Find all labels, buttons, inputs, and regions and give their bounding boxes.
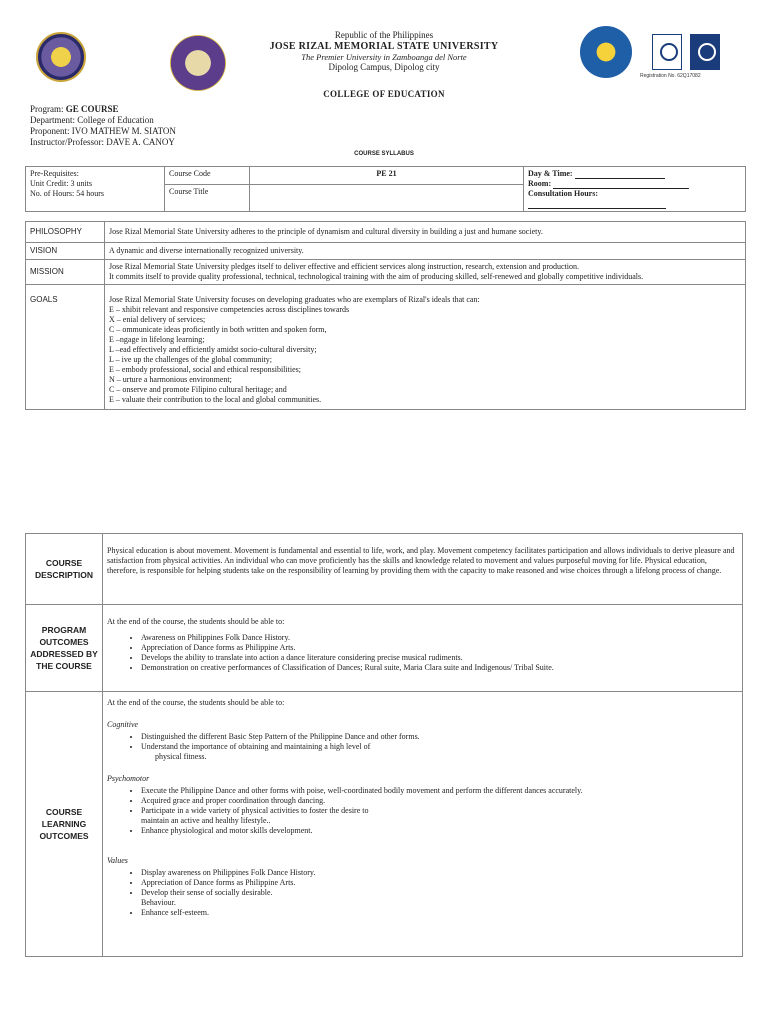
document-header — [0, 30, 768, 99]
values-continuation: Behaviour. — [141, 898, 176, 907]
registration-number: Registration No. 62Q17082 — [640, 73, 701, 79]
university-name: JOSE RIZAL MEMORIAL STATE UNIVERSITY — [269, 41, 499, 52]
program-label: Program: — [30, 104, 64, 114]
list-item: • Display awareness on Philippines Folk Dance History. — [141, 868, 738, 878]
course-code-label: Course Code — [165, 167, 250, 185]
unit-credit: Unit Credit: 3 units — [30, 179, 92, 188]
room-label: Room: — [528, 179, 552, 188]
goal-item: E – valuate their contribution to the local and global communities. — [109, 395, 322, 404]
goal-item: E –ngage in lifelong learning; — [109, 335, 205, 344]
goal-item: N – urture a harmonious environment; — [109, 375, 232, 384]
institution-table — [25, 221, 746, 410]
list-item: • Participate in a wide variety of physical activities to foster the desire to — [141, 806, 738, 816]
list-item: • Acquired grace and proper coordination through dancing. — [141, 796, 738, 806]
mission-label: MISSION — [26, 260, 105, 285]
list-item: • Appreciation of Dance forms as Philippine Arts. — [141, 643, 738, 653]
proponent-line: Proponent: IVO MATHEW M. SIATON — [30, 126, 176, 136]
course-title-value — [250, 185, 524, 212]
course-description-text: Physical education is about movement. Movement is fundamental and essential to life, work, and play. Movement competency facilitates participation and allows individuals to derive pleasure and satisfaction from physical activities. An individual who can move proficiently has the skills and knowledge related to movement and values purposeful moving for life. Physical education, therefore, is responsible for helping students take on the responsibility of learning by providing them with the capacity to make reasoned and wise choices through a lifelong process of change. — [103, 534, 743, 605]
goal-item: L –ead effectively and efficiently amidst socio-cultural diversity; — [109, 345, 317, 354]
department-line: Department: College of Education — [30, 115, 154, 125]
course-load-cell — [26, 167, 165, 212]
list-item: • Appreciation of Dance forms as Philippine Arts. — [141, 878, 738, 888]
course-title-label: Course Title — [165, 185, 250, 212]
values-list — [107, 868, 738, 898]
cognitive-heading: Cognitive — [107, 720, 139, 729]
university-tagline: The Premier University in Zamboanga del Norte — [301, 52, 467, 62]
room-blank — [553, 180, 689, 189]
prereq-label: Pre-Requisites: — [30, 169, 79, 178]
program-outcomes-label: PROGRAM OUTCOMES ADDRESSED BY THE COURSE — [26, 605, 103, 692]
list-item: • Execute the Philippine Dance and other forms with poise, well-coordinated bodily movement and perform the different dances accurately. — [141, 786, 738, 796]
program-outcomes-cell — [103, 605, 743, 692]
republic-line: Republic of the Philippines — [334, 30, 434, 40]
mission-text — [105, 260, 746, 285]
course-outcomes-table — [25, 533, 743, 957]
goal-item: X – enial delivery of services; — [109, 315, 206, 324]
program-outcomes-intro: At the end of the course, the students should be able to: — [107, 617, 285, 626]
goal-item: E – xhibit relevant and responsive competencies across disciplines towards — [109, 305, 350, 314]
psychomotor-heading: Psychomotor — [107, 774, 150, 783]
psychomotor-list-2 — [107, 826, 738, 836]
consultation-label: Consultation Hours: — [528, 189, 599, 198]
list-item: • Understand the importance of obtaining and maintaining a high level of — [141, 742, 738, 752]
consultation-blank — [528, 200, 666, 209]
cognitive-continuation: physical fitness. — [155, 752, 207, 761]
list-item: • Distinguished the different Basic Step Pattern of the Philippine Dance and other forms. — [141, 732, 738, 742]
course-code-value: PE 21 — [250, 167, 524, 185]
hours: No. of Hours: 54 hours — [30, 189, 104, 198]
syllabus-title: COURSE SYLLABUS — [354, 151, 414, 157]
philosophy-label: PHILOSOPHY — [26, 222, 105, 243]
goals-intro: Jose Rizal Memorial State University focuses on developing graduates who are exemplars of Rizal's ideals that can: — [109, 295, 480, 304]
vision-text: A dynamic and diverse internationally recognized university. — [105, 243, 746, 260]
goal-item: L – ive up the challenges of the global community; — [109, 355, 272, 364]
learning-outcomes-intro: At the end of the course, the students should be able to: — [107, 698, 285, 707]
psychomotor-list — [107, 786, 738, 816]
list-item: • Enhance physiological and motor skills development. — [141, 826, 738, 836]
course-meta — [30, 104, 176, 148]
list-item: • Develops the ability to translate into action a dance literature considering precise musical rudiments. — [141, 653, 738, 663]
list-item: • Develop their sense of socially desirable. — [141, 888, 738, 898]
philosophy-text: Jose Rizal Memorial State University adheres to the principle of dynamism and cultural diversity in building a just and humane society. — [105, 222, 746, 243]
vision-label: VISION — [26, 243, 105, 260]
campus-line: Dipolog Campus, Dipolog city — [328, 62, 440, 72]
values-list-2 — [107, 908, 738, 918]
learning-outcomes-cell — [103, 692, 743, 957]
college-name: COLLEGE OF EDUCATION — [323, 89, 445, 99]
list-item: • Awareness on Philippines Folk Dance History. — [141, 633, 738, 643]
cognitive-list — [107, 732, 738, 752]
goal-item: C – ommunicate ideas proficiently in both written and spoken form, — [109, 325, 327, 334]
goal-item: C – onserve and promote Filipino cultural heritage; and — [109, 385, 287, 394]
goals-text — [105, 285, 746, 410]
goal-item: E – embody professional, social and ethical responsibilities; — [109, 365, 301, 374]
goals-label: GOALS — [26, 285, 105, 410]
course-description-label: COURSE DESCRIPTION — [26, 534, 103, 605]
list-item: • Enhance self-esteem. — [141, 908, 738, 918]
schedule-cell — [524, 167, 746, 212]
day-time-label: Day & Time: — [528, 169, 573, 178]
program-value: GE COURSE — [65, 104, 119, 114]
psychomotor-continuation: maintain an active and healthy lifestyle.. — [141, 816, 271, 825]
learning-outcomes-label: COURSE LEARNING OUTCOMES — [26, 692, 103, 957]
mission-line-1: Jose Rizal Memorial State University pledges itself to deliver effective and efficient services along instruction, research, extension and production. — [109, 262, 580, 271]
values-heading: Values — [107, 856, 128, 865]
mission-line-2: It commits itself to provide quality professional, technical, technological training with the aim of producing skilled, self-renewed and globally competitive individuals. — [109, 272, 644, 281]
program-outcomes-list — [107, 633, 738, 673]
program-line — [30, 104, 176, 115]
day-time-blank — [575, 170, 665, 179]
course-info-table — [25, 166, 746, 212]
instructor-line: Instructor/Professor: DAVE A. CANOY — [30, 137, 175, 147]
list-item: • Demonstration on creative performances of Classification of Dances; Rural suite, Maria Clara suite and Indigenous/ Tribal Suite. — [141, 663, 738, 673]
